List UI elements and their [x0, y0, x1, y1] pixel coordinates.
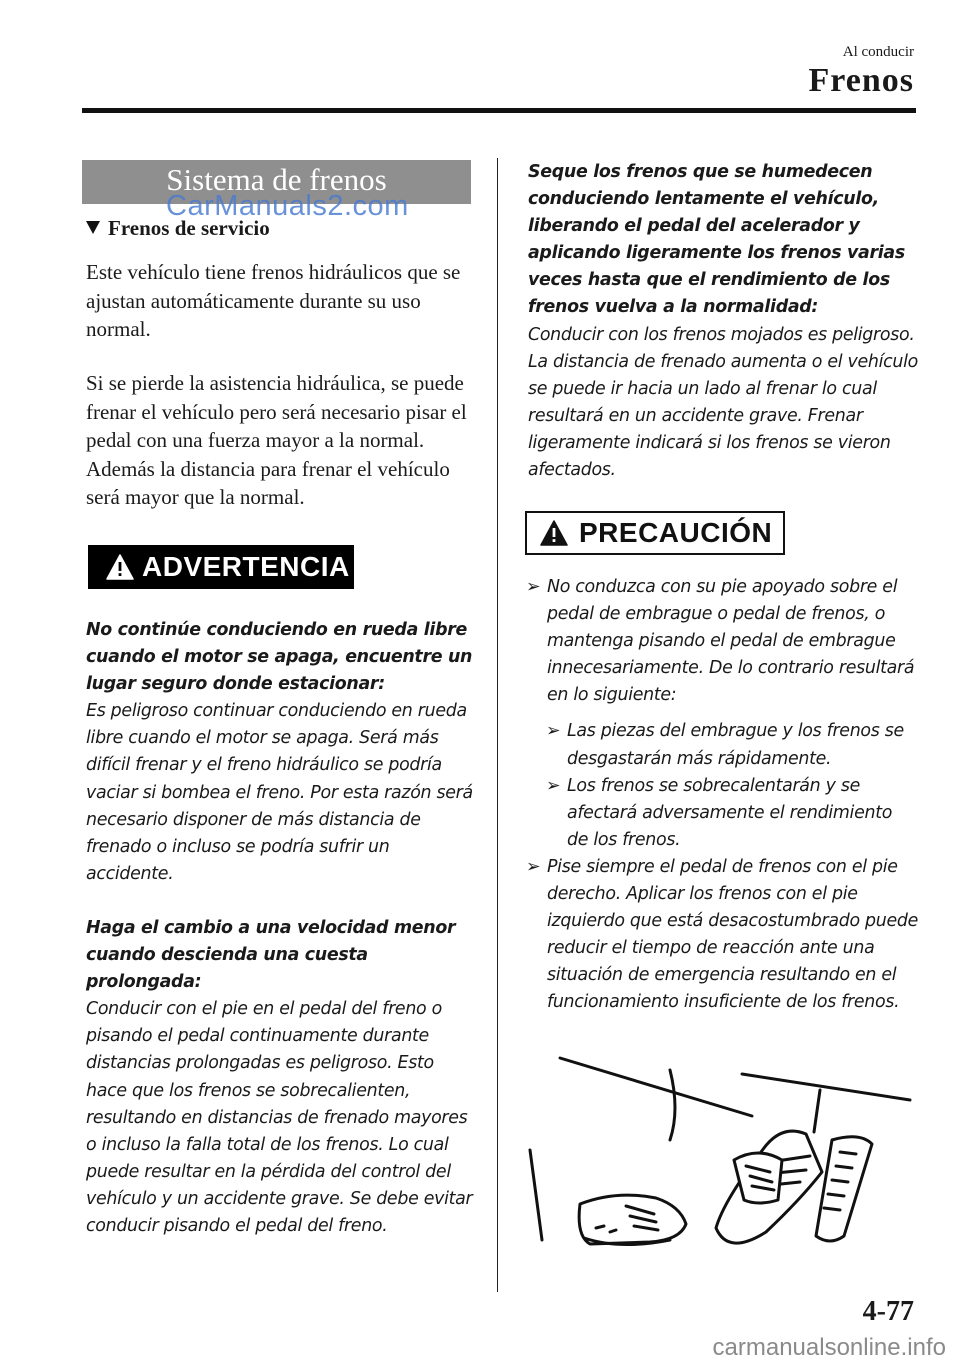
warning-body: Conducir con los frenos mojados es peligroso. La distancia de frenado aumenta o el vehículo se puede ir hacia un lado al frenar lo cual resultará en un accidente grave. Frenar ligeramente indicará si los frenos se vieron afectados. — [528, 324, 918, 481]
list-item-text: Los frenos se sobrecalentarán y se afectará adversamente el rendimiento de los frenos. — [567, 775, 893, 850]
caution-label: PRECAUCIÓN — [579, 517, 773, 548]
warning-heading: No continúe conduciendo en rueda libre cuando el motor se apaga, encuentre un lugar seguro donde estacionar: — [86, 620, 473, 695]
warning-label: ADVERTENCIA — [142, 551, 350, 582]
warning-badge — [88, 545, 354, 589]
list-item — [526, 854, 918, 1017]
arrow-bullet-icon: ➢ — [546, 775, 561, 796]
column-divider — [497, 158, 498, 1292]
intro-paragraph: Este vehículo tiene frenos hidráulicos que se ajustan automáticamente durante su uso normal. — [86, 260, 461, 341]
list-item-text: No conduzca con su pie apoyado sobre el pedal de embrague o pedal de frenos, o mantenga pisando el pedal de embrague innecesariamente. De lo contrario resultará en lo siguiente: — [547, 577, 915, 706]
list-item — [526, 574, 918, 709]
caution-badge — [525, 511, 785, 555]
header-chapter: Al conducir — [842, 44, 914, 60]
warning-body: Conducir con el pie en el pedal del freno o pisando el pedal continuamente durante distancias prolongadas es peligroso. Esto hace que los frenos se sobrecalienten, resultando en distancias de frenado mayores o incluso la falla total de los frenos. Lo cual puede resultar en la pérdida del control del vehículo y un accidente grave. Se debe evitar conducir pisando el pedal del freno. — [86, 999, 473, 1236]
subsection-title: Frenos de servicio — [108, 216, 270, 240]
list-item-text: Pise siempre el pedal de frenos con el pie derecho. Aplicar los frenos con el pie izquierdo que está desacostumbrado puede reducir el tiempo de reacción ante una situación de emergencia resultando en el funcionamiento insuficiente de los frenos. — [547, 856, 919, 1013]
arrow-bullet-icon: ➢ — [526, 856, 541, 877]
page-number: 4-77 — [862, 1296, 914, 1327]
leg-outline — [560, 1058, 752, 1116]
section-title: Sistema de frenos — [166, 162, 387, 197]
intro-paragraph: Si se pierde la asistencia hidráulica, se puede frenar el vehículo pero será necesario pisar el pedal con una fuerza mayor a la normal. Además la distancia para frenar el vehículo será mayor que la normal. — [86, 371, 467, 509]
warning-triangle-icon — [540, 520, 568, 546]
warning-triangle-icon — [106, 554, 134, 580]
arrow-bullet-icon: ➢ — [526, 577, 541, 597]
list-item — [546, 773, 918, 854]
arrow-bullet-icon: ➢ — [546, 721, 561, 742]
list-item — [546, 718, 918, 772]
pedal-illustration — [520, 1050, 920, 1270]
warning-item — [528, 159, 918, 484]
footer-watermark: carmanualsonline.info — [712, 1334, 946, 1361]
warning-heading: Haga el cambio a una velocidad menor cuando descienda una cuesta prolongada: — [86, 917, 456, 993]
header-title: Frenos — [808, 62, 914, 99]
warning-heading: Seque los frenos que se humedecen conduciendo lentamente el vehículo, liberando el pedal del acelerador y aplicando ligeramente los frenos varias veces hasta que el rendimiento de los frenos vuelva a la normalidad: — [528, 162, 905, 318]
header-rule — [82, 108, 916, 113]
warning-item — [86, 617, 478, 888]
warning-content-left — [86, 617, 478, 1240]
triangle-bullet-icon — [86, 221, 100, 234]
list-item-text: Las piezas del embrague y los frenos se desgastarán más rápidamente. — [567, 721, 904, 769]
warning-content-right — [528, 159, 918, 484]
leg-outline — [530, 1150, 542, 1240]
caution-list — [526, 574, 918, 1017]
warning-item — [86, 915, 478, 1240]
warning-body: Es peligroso continuar conduciendo en rueda libre cuando el motor se apaga. Será más difícil frenar y el freno hidráulico se podría vaciar si bombea el freno. Por esta razón será necesario disponer de más distancia de frenado o incluso se podría sufrir un accidente. — [86, 701, 473, 884]
subsection-heading — [86, 216, 270, 241]
watermark-text: CarManuals2.com — [166, 190, 409, 222]
